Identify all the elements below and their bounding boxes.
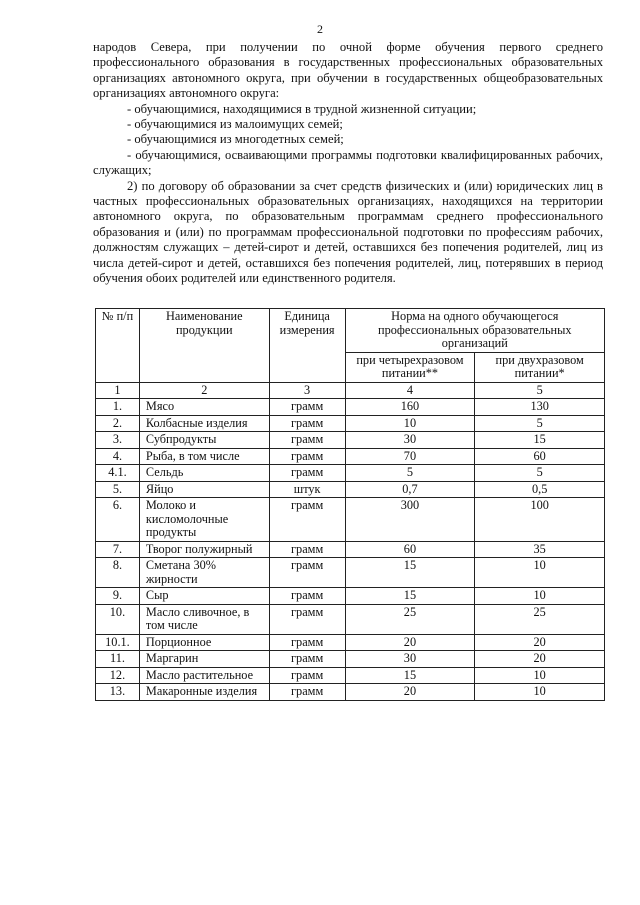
norm-two-meals: 5 [475, 415, 605, 432]
unit: грамм [269, 651, 345, 668]
index-cell: 5 [475, 382, 605, 399]
norm-four-meals: 70 [345, 448, 475, 465]
product-name: Сметана 30% жирности [139, 558, 269, 588]
list-item: - обучающимися, находящимися в трудной жизненной ситуации; [127, 101, 477, 116]
norm-two-meals: 0,5 [475, 481, 605, 498]
table-row [96, 651, 605, 668]
header-four-meals: при четырехразовом питании** [345, 352, 475, 382]
list-item: - обучающимися, осваивающими программы подготовки квалифицированных рабочих, служащих; [93, 147, 603, 178]
header-unit: Единица измерения [269, 309, 345, 383]
norm-two-meals: 100 [475, 498, 605, 542]
unit: грамм [269, 448, 345, 465]
paragraph: 2) по договору об образовании за счет средств физических и (или) юридических лиц в частных профессиональных образовательных организациях, находящихся на территории автономного округа, по образовательным программам среднего профессионального образования и (или) по программам профессиональной подготовки по профессиям рабочих, должностям служащих – детей-сирот и детей, оставшихся без попечения родителей, лиц из числа детей-сирот и детей, оставшихся без попечения родителей, лиц, потерявших в период обучения обоих родителей или единственного родителя. [93, 178, 603, 286]
product-name: Порционное [139, 634, 269, 651]
unit: штук [269, 481, 345, 498]
table-row [96, 465, 605, 482]
norm-two-meals: 15 [475, 432, 605, 449]
norm-two-meals: 130 [475, 399, 605, 416]
table-row [96, 588, 605, 605]
product-name: Маргарин [139, 651, 269, 668]
list-item: - обучающимися из малоимущих семей; [127, 117, 343, 132]
table-index-row [96, 382, 605, 399]
norm-four-meals: 15 [345, 558, 475, 588]
header-name: Наименование продукции [139, 309, 269, 383]
row-number: 9. [96, 588, 140, 605]
product-name: Масло растительное [139, 667, 269, 684]
norm-four-meals: 30 [345, 651, 475, 668]
product-name: Сельдь [139, 465, 269, 482]
unit: грамм [269, 415, 345, 432]
product-name: Колбасные изделия [139, 415, 269, 432]
unit: грамм [269, 604, 345, 634]
norm-two-meals: 20 [475, 634, 605, 651]
norm-four-meals: 25 [345, 604, 475, 634]
page-number: 2 [317, 22, 323, 36]
norm-four-meals: 15 [345, 667, 475, 684]
unit: грамм [269, 399, 345, 416]
index-cell: 3 [269, 382, 345, 399]
product-name: Молоко и кисломолочные продукты [139, 498, 269, 542]
table-row [96, 399, 605, 416]
norm-two-meals: 25 [475, 604, 605, 634]
row-number: 10. [96, 604, 140, 634]
row-number: 12. [96, 667, 140, 684]
row-number: 4. [96, 448, 140, 465]
index-cell: 2 [139, 382, 269, 399]
unit: грамм [269, 541, 345, 558]
row-number: 5. [96, 481, 140, 498]
product-name: Субпродукты [139, 432, 269, 449]
table-row [96, 481, 605, 498]
norm-two-meals: 60 [475, 448, 605, 465]
row-number: 13. [96, 684, 140, 701]
product-name: Творог полужирный [139, 541, 269, 558]
table-row [96, 684, 605, 701]
list-item: - обучающимися из многодетных семей; [127, 132, 344, 147]
unit: грамм [269, 465, 345, 482]
row-number: 11. [96, 651, 140, 668]
norm-two-meals: 5 [475, 465, 605, 482]
product-name: Сыр [139, 588, 269, 605]
product-name: Рыба, в том числе [139, 448, 269, 465]
product-name: Макаронные изделия [139, 684, 269, 701]
unit: грамм [269, 667, 345, 684]
row-number: 8. [96, 558, 140, 588]
norm-four-meals: 30 [345, 432, 475, 449]
table-header-row [96, 309, 605, 353]
row-number: 4.1. [96, 465, 140, 482]
table-row [96, 498, 605, 542]
food-norms-table [95, 308, 605, 701]
norm-two-meals: 10 [475, 588, 605, 605]
header-norm: Норма на одного обучающегося профессиональных образовательных организаций [345, 309, 604, 353]
norm-four-meals: 0,7 [345, 481, 475, 498]
table-row [96, 634, 605, 651]
product-name: Мясо [139, 399, 269, 416]
index-cell: 1 [96, 382, 140, 399]
table-row [96, 604, 605, 634]
norm-four-meals: 20 [345, 634, 475, 651]
norm-four-meals: 60 [345, 541, 475, 558]
norm-two-meals: 10 [475, 667, 605, 684]
table-row [96, 432, 605, 449]
unit: грамм [269, 558, 345, 588]
header-two-meals: при двухразовом питании* [475, 352, 605, 382]
unit: грамм [269, 684, 345, 701]
row-number: 7. [96, 541, 140, 558]
norm-two-meals: 10 [475, 558, 605, 588]
body-text [93, 40, 603, 287]
table-row [96, 667, 605, 684]
table-row [96, 558, 605, 588]
row-number: 10.1. [96, 634, 140, 651]
norm-four-meals: 15 [345, 588, 475, 605]
norm-two-meals: 20 [475, 651, 605, 668]
table-row [96, 541, 605, 558]
norm-two-meals: 10 [475, 684, 605, 701]
norm-four-meals: 5 [345, 465, 475, 482]
row-number: 1. [96, 399, 140, 416]
row-number: 3. [96, 432, 140, 449]
unit: грамм [269, 588, 345, 605]
row-number: 6. [96, 498, 140, 542]
product-name: Яйцо [139, 481, 269, 498]
product-name: Масло сливочное, в том числе [139, 604, 269, 634]
unit: грамм [269, 432, 345, 449]
row-number: 2. [96, 415, 140, 432]
table-row [96, 448, 605, 465]
paragraph: народов Севера, при получении по очной форме обучения первого среднего профессионального образования в государственных профессиональных образовательных организациях автономного округа, при обучении в государственных общеобразовательных организациях автономного округа: [93, 40, 603, 101]
norm-two-meals: 35 [475, 541, 605, 558]
unit: грамм [269, 498, 345, 542]
norm-four-meals: 160 [345, 399, 475, 416]
norm-four-meals: 10 [345, 415, 475, 432]
unit: грамм [269, 634, 345, 651]
index-cell: 4 [345, 382, 475, 399]
norm-four-meals: 300 [345, 498, 475, 542]
norm-four-meals: 20 [345, 684, 475, 701]
table-row [96, 415, 605, 432]
header-num: № п/п [96, 309, 140, 383]
